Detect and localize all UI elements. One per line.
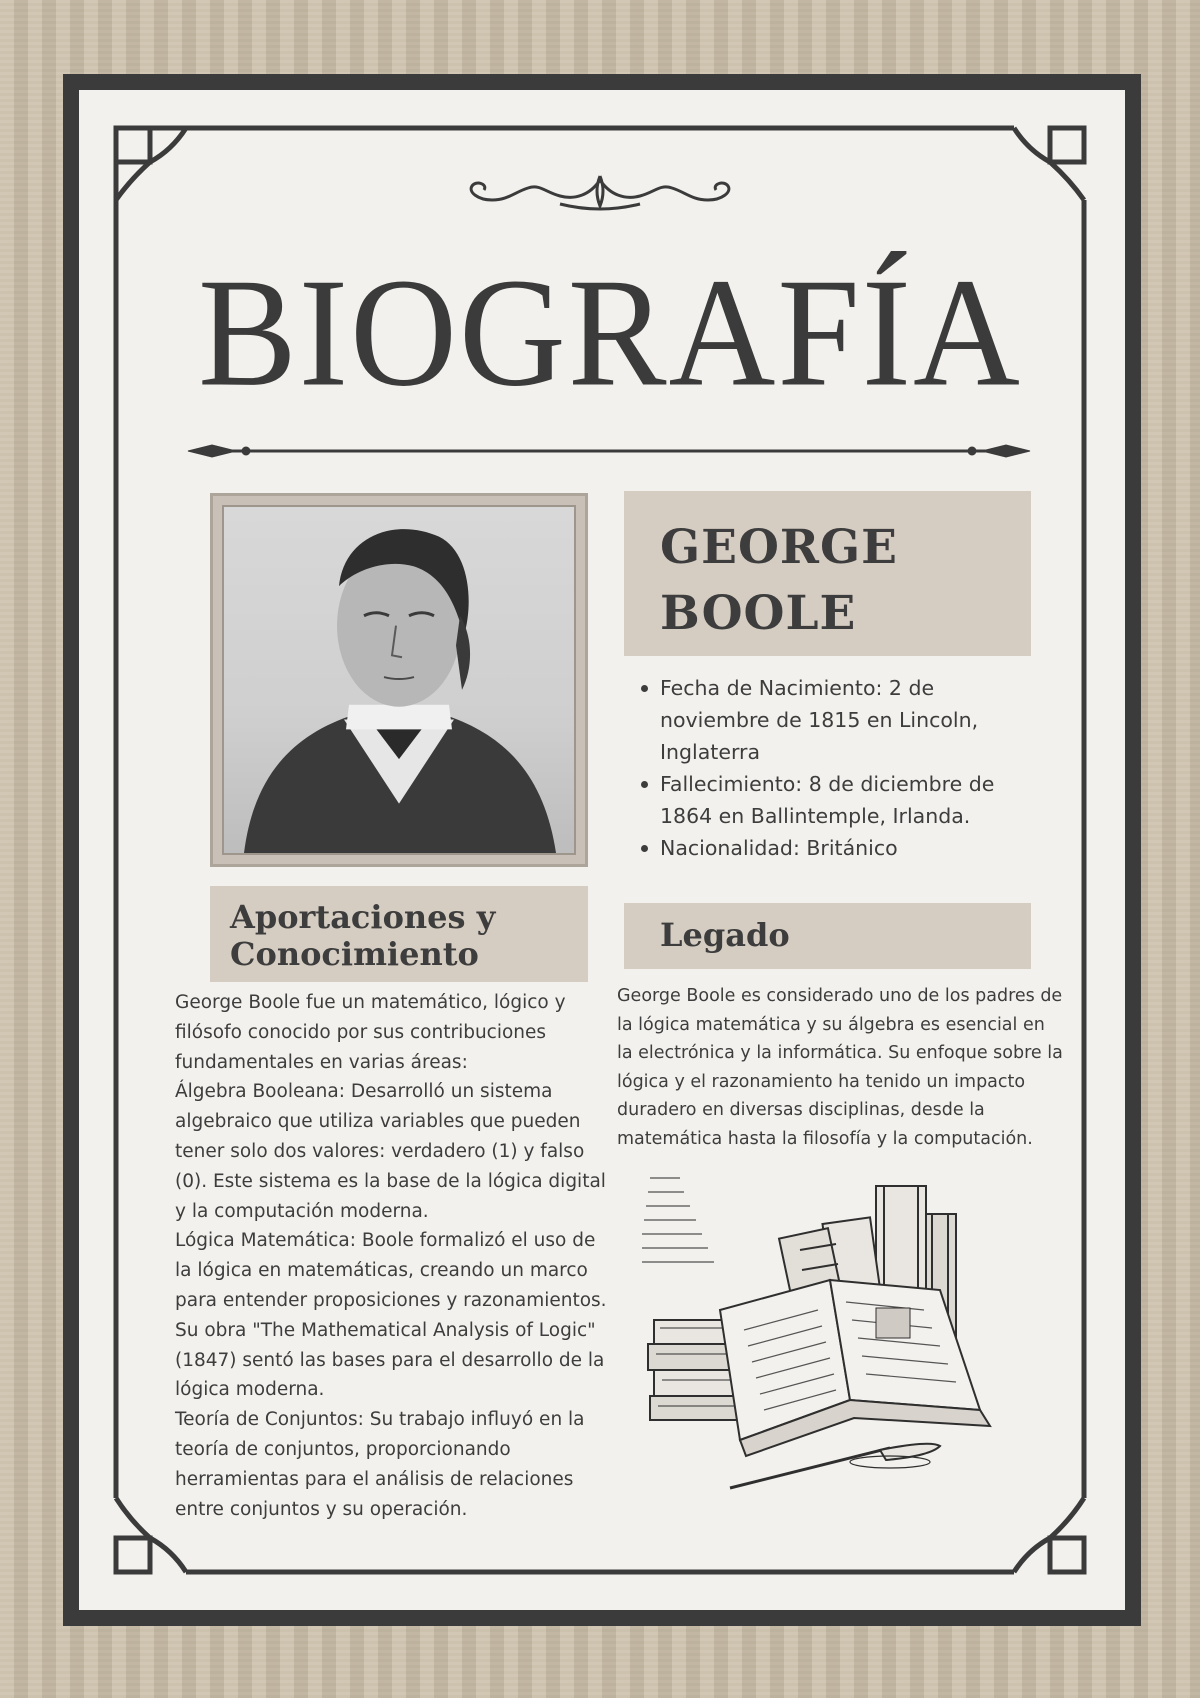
fact-death: Fallecimiento: 8 de diciembre de 1864 en Ballintemple, Irlanda. (638, 768, 1033, 832)
george-boole-portrait (222, 505, 576, 855)
fact-nationality: Nacionalidad: Británico (638, 832, 1033, 864)
aportaciones-algebra: Álgebra Booleana: Desarrolló un sistema algebraico que utiliza variables que pueden tener solo dos valores: verdadero (1) y falso (0). Este sistema es la base de la lógica digital y la computación moderna. (175, 1081, 606, 1222)
person-name-last: BOOLE (660, 586, 857, 641)
legado-body: George Boole es considerado uno de los padres de la lógica matemática y su álgebra es esencial en la electrónica y la informática. Su enfoque sobre la lógica y el razonamiento ha tenido un impacto duradero en diversas disciplinas, desde la matemática hasta la filosofía y la computación. (617, 986, 1063, 1149)
portrait-frame (210, 493, 588, 867)
books-illustration (640, 1170, 1030, 1490)
person-name-first: GEORGE (660, 520, 898, 575)
aportaciones-intro: George Boole fue un matemático, lógico y filósofo conocido por sus contribuciones fundamentales en varias áreas: (175, 992, 566, 1073)
legado-heading: Legado (624, 903, 1031, 969)
facts-list (638, 672, 1033, 864)
light-rays-icon (642, 1178, 714, 1262)
aportaciones-heading-line1: Aportaciones y (230, 898, 496, 936)
aportaciones-logica: Lógica Matemática: Boole formalizó el uso de la lógica en matemáticas, creando un marco para entender proposiciones y razonamientos. Su obra "The Mathematical Analysis of Logic" (1847) sentó las bases para el desarrollo de la lógica moderna. (175, 1230, 607, 1401)
page-title: BIOGRAFÍA (198, 246, 1022, 420)
aportaciones-body (175, 988, 615, 1524)
aportaciones-heading (210, 886, 588, 982)
fact-birth: Fecha de Nacimiento: 2 de noviembre de 1815 en Lincoln, Inglaterra (638, 672, 1033, 768)
aportaciones-heading-line2: Conocimiento (230, 935, 479, 973)
aportaciones-conjuntos: Teoría de Conjuntos: Su trabajo influyó en la teoría de conjuntos, proporcionando herramientas para el análisis de relaciones entre conjuntos y su operación. (175, 1409, 585, 1520)
person-name-box (624, 491, 1031, 656)
